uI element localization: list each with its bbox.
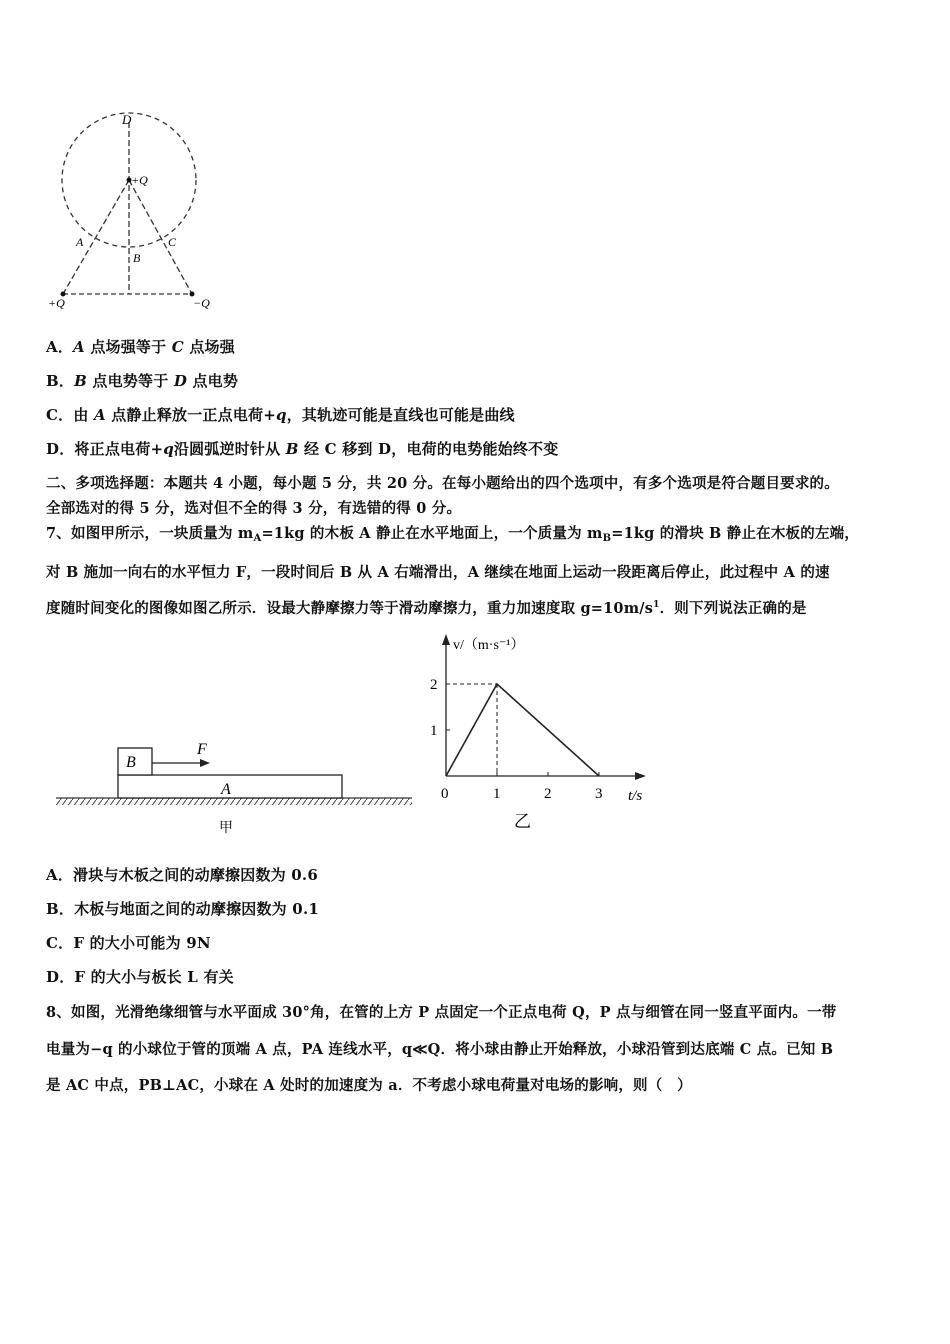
label-B: B — [133, 251, 141, 265]
y-axis-label: v/（m·s⁻¹） — [453, 638, 525, 653]
caption-jia: 甲 — [219, 821, 233, 836]
y-axis-arrowhead — [442, 634, 450, 645]
right-dashed-line — [129, 180, 192, 294]
figure-charge-circle — [40, 108, 230, 318]
q7-stem-line2: 对 B 施加一向右的水平恒力 F，一段时间后 B 从 A 右端滑出，A 继续在地面上运动一段距离后停止，此过程中 A 的速 — [46, 564, 830, 581]
q7-option-d: D．F 的大小与板长 L 有关 — [46, 968, 234, 986]
q6-option-d: D．将正点电荷+q沿圆弧逆时针从 B 经 C 移到 D，电荷的电势能始终不变 — [46, 440, 559, 458]
x-tick-label-0: 0 — [441, 786, 449, 802]
section2-heading-line2: 全部选对的得 5 分，选对但不全的得 3 分，有选错的得 0 分。 — [46, 500, 462, 517]
label-left-charge: +Q — [48, 296, 65, 310]
q7-stem-line3: 度随时间变化的图像如图乙所示．设最大静摩擦力等于滑动摩擦力，重力加速度取 $g=10m/s^1$．则下列说法正确的是 — [46, 600, 807, 617]
force-arrowhead — [200, 759, 210, 767]
q7-option-a: A．滑块与木板之间的动摩擦因数为 0.6 — [46, 866, 318, 884]
q7-stem-line1: 7、如图甲所示，一块质量为 $m_A=1kg$ 的木板 A 静止在水平地面上，一个质量为 $m_B=1kg$ 的滑块 B 静止在木板的左端， — [46, 525, 860, 544]
label-board-A: A — [221, 781, 231, 798]
label-C: C — [168, 235, 177, 249]
x-axis-arrowhead — [635, 772, 646, 780]
x-tick-label-1: 1 — [493, 786, 501, 802]
x-tick-label-2: 2 — [544, 786, 552, 802]
q6-option-c: C．由 A 点静止释放一正点电荷+q，其轨迹可能是直线也可能是曲线 — [46, 406, 515, 424]
ground-hatch — [56, 798, 412, 805]
label-D: D — [122, 112, 132, 127]
q6-option-a: A．A 点场强等于 C 点场强 — [46, 338, 235, 356]
q8-stem-line3: 是 AC 中点，PB⊥AC，小球在 A 处时的加速度为 a．不考虑小球电荷量对电场的影响，则（ ） — [46, 1077, 692, 1094]
q8-stem-line1: 8、如图，光滑绝缘细管与水平面成 30°角，在管的上方 P 点固定一个正点电荷 Q，P 点与细管在同一竖直平面内。一带 — [46, 1004, 837, 1021]
label-force-F: F — [197, 741, 207, 758]
q6-option-b: B．B 点电势等于 D 点电势 — [46, 372, 239, 390]
label-block-B: B — [126, 754, 136, 771]
left-dashed-line — [63, 180, 129, 294]
x-axis-label: t/s — [628, 788, 643, 804]
label-center-charge: +Q — [131, 173, 148, 187]
figure-yi-vt-chart — [420, 628, 660, 833]
label-right-charge: −Q — [193, 296, 210, 310]
y-tick-label-1: 1 — [430, 723, 438, 739]
q7-option-b: B．木板与地面之间的动摩擦因数为 0.1 — [46, 900, 319, 918]
q8-stem-line2: 电量为−q 的小球位于管的顶端 A 点，PA 连线水平，q≪Q．将小球由静止开始释放，小球沿管到达底端 C 点。已知 B — [46, 1041, 834, 1058]
x-tick-label-3: 3 — [595, 786, 603, 802]
label-A: A — [76, 235, 84, 249]
section2-heading-line1: 二、多项选择题：本题共 4 小题，每小题 5 分，共 20 分。在每小题给出的四个选项中，有多个选项是符合题目要求的。 — [46, 475, 839, 492]
chart-caption: 乙 — [514, 812, 531, 831]
figure-jia — [50, 740, 420, 840]
q7-option-c: C．F 的大小可能为 9N — [46, 934, 211, 952]
series-line-v — [446, 684, 599, 776]
y-tick-label-2: 2 — [430, 677, 438, 693]
